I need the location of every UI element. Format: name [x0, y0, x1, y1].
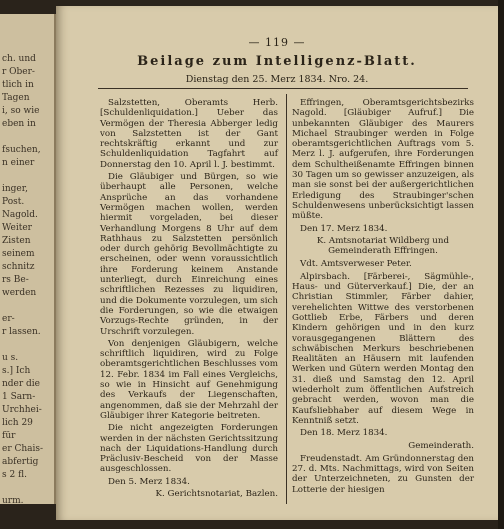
margin-fragment: urm.	[2, 496, 24, 504]
right-column	[292, 98, 474, 497]
header-rule	[98, 88, 468, 89]
column-divider	[286, 94, 287, 504]
margin-fragment: u s.	[2, 353, 19, 363]
paragraph: Die nicht angezeigten Forderungen werden in der nächsten Gerichtssitzung nach der Liquidations-Handlung durch Präclusiv-Bescheid von der Masse ausgeschlossen.	[100, 423, 278, 475]
document-page	[56, 6, 498, 520]
left-column	[100, 98, 278, 502]
margin-fragment: fsuchen,	[2, 145, 41, 155]
margin-fragment: eben in	[2, 119, 36, 129]
issue-date-line: Dienstag den 25. Merz 1834. Nro. 24.	[185, 74, 369, 85]
margin-fragment: werden	[2, 288, 37, 298]
page-title: Beilage zum Intelligenz-Blatt.	[137, 54, 417, 69]
signature-line: Gemeinderath.	[408, 440, 474, 451]
margin-fragment: lich 29	[2, 418, 33, 428]
margin-fragment: r Ober-	[2, 67, 35, 77]
margin-fragment: Post.	[2, 197, 25, 207]
paragraph: Von denjenigen Gläubigern, welche schriftlich liquidiren, wird zu Folge oberamtsgerichtlichen Beschlusses vom 12. Febr. 1834 im Fall eines Vergleichs, so wie in Hinsicht auf Genehmigung des Verkaufs der Liegenschaften, angenommen, daß sie der Mehrzahl der Gläubiger ihrer Kategorie beitreten.	[100, 338, 278, 421]
margin-fragment: ch. und	[2, 54, 36, 64]
paragraph: Vdt. Amtsverweser Peter.	[300, 259, 412, 270]
margin-fragment: seinem	[2, 249, 35, 259]
margin-fragment: rs Be-	[2, 275, 29, 285]
margin-fragment: er Chais-	[2, 444, 44, 454]
book-spine	[498, 0, 504, 529]
paragraph: Salzstetten, Oberamts Herb. [Schuldenliquidation.] Ueber das Vermögen der Theresia Abberger ledig von Salzstetten ist der Gant rechtskräftig erkannt und zur Schuldenliquidation Tagfahrt auf Donnerstag den 10. April l. J. bestimmt.	[100, 98, 278, 170]
margin-fragment: Nagold.	[2, 210, 38, 220]
paragraph: Effringen, Oberamtsgerichtsbezirks Nagold. [Gläubiger Aufruf.] Die unbekannten Gläubiger des Maurers Michael Straubinger werden in Folge oberamtsgerichtlichen Auftrags vom 5. Merz l. J. aufgerufen, ihre Forderungen dem Schultheißenamte Effringen binnen 30 Tagen um so gewisser anzuzeigen, als man sie sonst bei der außergerichtlichen Erledigung des Straubinger'schen Schuldenwesens unberücksichtigt lassen müßte.	[292, 98, 474, 222]
margin-fragment: s 2 fl.	[2, 470, 27, 480]
margin-fragment: abfertig	[2, 457, 39, 467]
paragraph: Die Gläubiger und Bürgen, so wie überhaupt alle Personen, welche Ansprüche an das vorhandene Vermögen machen wollen, werden hiermit vorgeladen, bei dieser Verhandlung Morgens 8 Uhr auf dem Rathhaus zu Salzstetten persönlich oder durch gehörig Bevollmächtigte zu erscheinen, oder wenn voraussichtlich ihre Forderung keinem Anstande unterliegt, durch Einreichung eines schriftlichen Rezesses zu liquidiren, und die Dokumente vorzulegen, um sich die Forderungen, so wie die etwaigen Vorzugs-Rechte gründen, in der Urschrift vorzulegen.	[100, 172, 278, 337]
paragraph: Freudenstadt. Am Gründonnerstag den 27. d. Mts. Nachmittags, wird von Seiten der Unterzeichneten, zu Gunsten der Lotterie der hiesigen	[292, 453, 474, 495]
margin-fragment: 1 Sarn-	[2, 392, 36, 402]
paragraph: Den 5. Merz 1834.	[108, 476, 190, 487]
margin-fragment: nder die	[2, 379, 41, 389]
margin-fragment: r lassen.	[2, 327, 41, 337]
margin-fragment: n einer	[2, 158, 35, 168]
margin-fragment: tlich in	[2, 80, 34, 90]
margin-fragment: für	[2, 431, 16, 441]
margin-fragment: i, so wie	[2, 106, 40, 116]
margin-fragment: inger,	[2, 184, 28, 194]
paragraph: Den 18. Merz 1834.	[300, 428, 388, 439]
paragraph: Alpirsbach. [Färberei-, Sägmühle-, Haus- und Güterverkauf.] Die, der an Christian Stimmler, Färber dahier, verehelichten Wittwe des verstorbenen Gottlieb Erbe, Färbers und deren Kindern gehörigen und in den kurz vorausgegangenen Blättern des schwäbischen Merkurs beschriebenen Realitäten an Häusern mit laufenden Werken und Gütern werden Montag den 31. dieß und Samstag den 12. April wiederholt zum öffentlichen Aufstreich gebracht werden, wovon man die Kaufsliebhaber auf diesem Wege in Kenntniß setzt.	[292, 271, 474, 426]
margin-fragment: Urchhei-	[2, 405, 42, 415]
signature-line: K. Amtsnotariat Wildberg und Gemeinderath Effringen.	[316, 235, 450, 257]
margin-fragment: s.] Ich	[2, 366, 31, 376]
margin-fragment: er-	[2, 314, 15, 324]
paragraph: Den 17. Merz 1834.	[300, 223, 388, 234]
margin-fragment: schnitz	[2, 262, 35, 272]
margin-fragment: Weiter	[2, 223, 32, 233]
margin-fragment: Zisten	[2, 236, 31, 246]
signature-line: K. Gerichtsnotariat, Bazlen.	[155, 488, 278, 499]
facing-page-fragment	[0, 14, 56, 504]
page-number: — 119 —	[248, 36, 306, 49]
margin-fragment: Tagen	[2, 93, 30, 103]
